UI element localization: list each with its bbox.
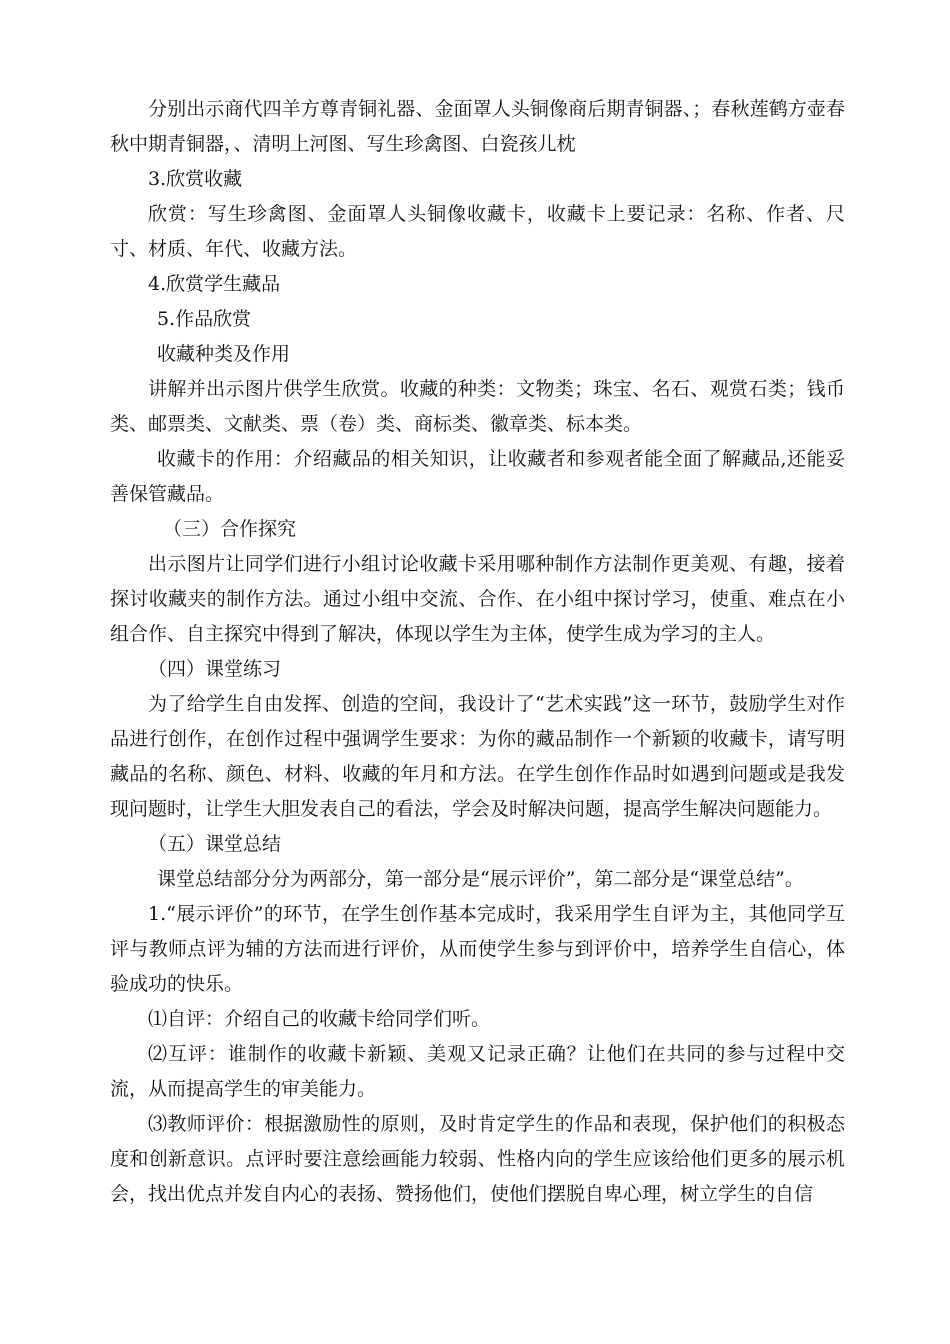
heading-student-collections: 4.欣赏学生藏品 (148, 273, 281, 295)
paragraph-art-practice: 为了给学生自由发挥、创造的空间，我设计了“艺术实践”这一环节，鼓励学生对作品进行创作，在创作过程中强调学生要求：为你的藏品制作一个新颖的收藏卡，请写明藏品的名称、颜色、材料、收藏的年月和方法。在学生创作作品时如遇到问题或是我发现问题时，让学生大胆发表自己的看法，学会及时解决问题，提高学生解决问题能力。 (110, 693, 845, 820)
paragraph-collection-card: 欣赏：写生珍禽图、金面罩人头铜像收藏卡，收藏卡上要记录：名称、作者、尺寸、材质、年代、收藏方法。 (110, 203, 845, 260)
paragraph-group-discussion: 出示图片让同学们进行小组讨论收藏卡采用哪种制作方法制作更美观、有趣，接着探讨收藏夹的制作方法。通过小组中交流、合作、在小组中探讨学习，使重、难点在小组合作、自主探究中得到了解决，体现以学生为主体，使学生成为学习的主人。 (110, 553, 845, 645)
heading-class-summary: （五）课堂总结 (148, 833, 282, 855)
paragraph-collection-categories: 讲解并出示图片供学生欣赏。收藏的种类：文物类；珠宝、名石、观赏石类；钱币类、邮票类、文献类、票（卷）类、商标类、徽章类、标本类。 (110, 378, 845, 435)
paragraph-display-evaluation: 1.“展示评价”的环节，在学生创作基本完成时，我采用学生自评为主，其他同学互评与教师点评为辅的方法而进行评价，从而使学生参与到评价中，培养学生自信心，体验成功的快乐。 (110, 903, 845, 995)
paragraph-self-evaluation: ⑴自评：介绍自己的收藏卡给同学们听。 (148, 1008, 491, 1030)
paragraph-teacher-evaluation: ⑶教师评价：根据激励性的原则，及时肯定学生的作品和表现，保护他们的积极态度和创新意识。点评时要注意绘画能力较弱、性格内向的学生应该给他们更多的展示机会，找出优点并发自内心的表扬、赞扬他们，使他们摆脱自卑心理，树立学生的自信 (110, 1113, 845, 1205)
heading-appreciate-collection: 3.欣赏收藏 (148, 168, 243, 190)
heading-cooperative-inquiry: （三）合作探究 (163, 518, 297, 540)
paragraph-peer-evaluation: ⑵互评：谁制作的收藏卡新颖、美观又记录正确？让他们在共同的参与过程中交流，从而提高学生的审美能力。 (110, 1043, 845, 1100)
paragraph-summary-parts: 课堂总结部分分为两部分，第一部分是“展示评价”，第二部分是“课堂总结”。 (157, 868, 804, 890)
heading-class-practice: （四）课堂练习 (148, 658, 282, 680)
paragraph-artifacts-shown: 分别出示商代四羊方尊青铜礼器、金面罩人头铜像商后期青铜器、；春秋莲鹤方壶春秋中期青铜器，、清明上河图、写生珍禽图、白瓷孩儿枕 (110, 98, 845, 155)
heading-work-appreciation: 5.作品欣赏 (157, 308, 252, 330)
paragraph-card-purpose: 收藏卡的作用：介绍藏品的相关知识，让收藏者和参观者能全面了解藏品,还能妥善保管藏品。 (110, 448, 845, 505)
heading-collection-types: 收藏种类及作用 (157, 343, 291, 365)
document-page (110, 92, 845, 1212)
